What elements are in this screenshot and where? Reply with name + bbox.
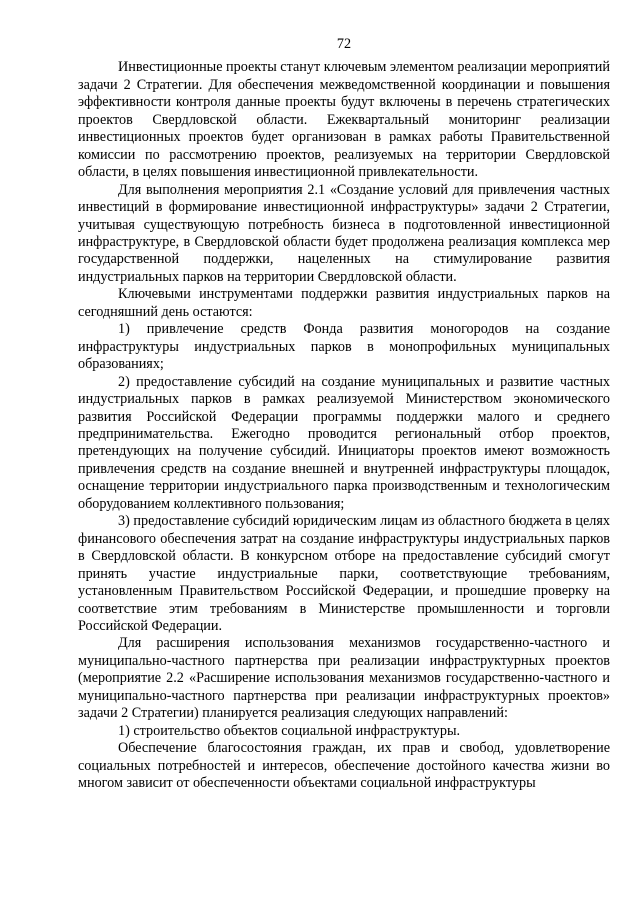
paragraph-investment-projects: Инвестиционные проекты станут ключевым элементом реализации мероприятий задачи 2 Стратегии. Для обеспечения межведомственной координации и повышения эффективности контроля данные проекты будут включены в перечень стратегических проектов Свердловской области. Ежеквартальный мониторинг реализации инвестиционных проектов будет организован в рамках работы Правительственной комиссии по рассмотрению проектов, реализуемых на территории Свердловской области, в целях повышения инвестиционной привлекательности.: [78, 59, 610, 181]
list-item-1-monotown-fund: 1) привлечение средств Фонда развития моногородов на создание инфраструктуры индустриальных парков в монопрофильных муниципальных образованиях;: [78, 321, 610, 373]
paragraph-measure-2-2: Для расширения использования механизмов государственно-частного и муниципально-частного партнерства при реализации инфраструктурных проектов (мероприятие 2.2 «Расширение использования механизмов государственно-частного и муниципально-частного партнерства при реализации инфраструктурных проектов» задачи 2 Стратегии) планируется реализация следующих направлений:: [78, 635, 610, 722]
paragraph-measure-2-1: Для выполнения мероприятия 2.1 «Создание условий для привлечения частных инвестиций в формирование инвестиционной инфраструктуры» задачи 2 Стратегии, учитывая существующую потребность бизнеса в подготовленной инвестиционной инфраструктуре, в Свердловской области будет продолжена реализация комплекса мер государственной поддержки, нацеленных на стимулирование развития индустриальных парков на территории Свердловской области.: [78, 181, 610, 285]
list-item-3-regional-subsidies: 3) предоставление субсидий юридическим лицам из областного бюджета в целях финансового обеспечения затрат на создание инфраструктуры индустриальных парков в Свердловской области. В конкурсном отборе на предоставление субсидий смогут принять участие индустриальные парки, соответствующие требованиям, установленным Правительством Российской Федерации, и прошедшие проверку на соответствие этим требованиям в Министерстве промышленности и торговли Российской Федерации.: [78, 513, 610, 634]
paragraph-citizens-welfare: Обеспечение благосостояния граждан, их прав и свобод, удовлетворение социальных потребностей и интересов, обеспечение достойного качества жизни во многом зависит от обеспеченности объектами социальной инфраструктуры: [78, 740, 610, 792]
document-page: [78, 36, 610, 792]
paragraph-key-instruments: Ключевыми инструментами поддержки развития индустриальных парков на сегодняшний день остаются:: [78, 286, 610, 320]
list-item-2-subsidies-parks: 2) предоставление субсидий на создание муниципальных и развитие частных индустриальных парков в рамках реализуемой Министерством экономического развития Российской Федерации программы поддержки малого и среднего предпринимательства. Ежегодно проводится региональный отбор проектов, претендующих на получение субсидий. Инициаторы проектов имеют возможность привлечения средств на создание внешней и внутренней инфраструктуры площадок, оснащение территории индустриального парка производственным и технологическим оборудованием коллективного пользования;: [78, 373, 610, 512]
page-number: 72: [336, 36, 352, 52]
list-item-1-social-infrastructure: 1) строительство объектов социальной инфраструктуры.: [118, 722, 461, 739]
